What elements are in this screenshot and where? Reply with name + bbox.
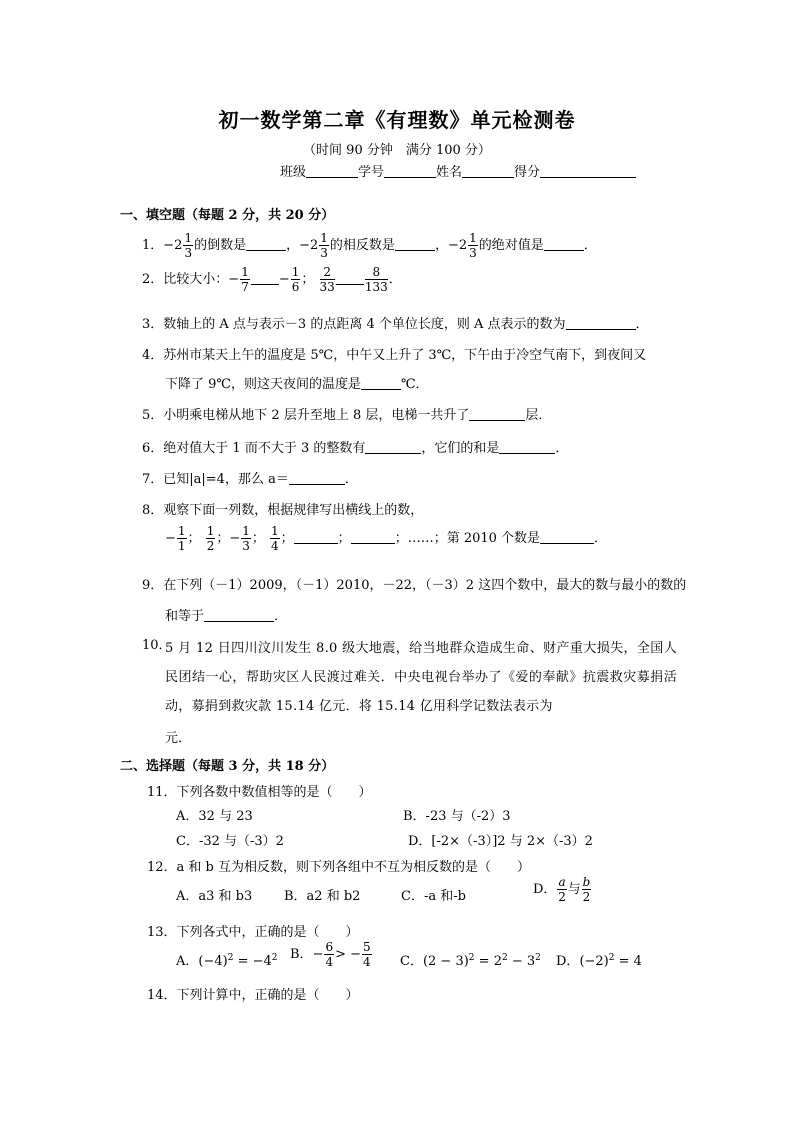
question-number: 7． (142, 472, 164, 487)
fraction-1-1: $\frac{1}{1}$ (177, 524, 186, 553)
q13-option-c[interactable]: C．$(2 - 3)^2 = 2^2 - 3^2$ (400, 953, 541, 969)
question-9-cont (165, 605, 287, 624)
q11-option-d[interactable]: D．[-2×（-3）]2 与 2×（-3）2 (408, 834, 593, 849)
question-number: 1． (142, 238, 164, 253)
q2-text: 比较大小： (163, 272, 229, 287)
question-4 (142, 344, 646, 363)
fraction-2-33: $\frac{2}{33}$ (319, 265, 335, 294)
q1-part-c: 的绝对值是 (478, 238, 544, 253)
answer-blank[interactable] (544, 237, 584, 251)
q13-option-a[interactable]: A．$(-4)^2 = -4^2$ (176, 953, 278, 969)
question-number: 14． (147, 988, 177, 1003)
q8-end: ． (594, 531, 608, 546)
question-10-end: 元． (165, 731, 192, 746)
answer-blank[interactable] (395, 237, 435, 251)
q12-text: a 和 b 互为相反数，则下列各组中不互为相反数的是（ ） (176, 860, 531, 875)
q6-end: ． (555, 441, 569, 456)
question-8-sequence: − $\frac{1}{1}$ ； $\frac{1}{2}$ ；− $\frac{1}{3}$ ； $\frac{1}{4}$ ； ； ；……；第 2010 个数是 ． (165, 524, 608, 553)
name-field[interactable] (462, 164, 514, 178)
q6-mid: ，它们的和是 (421, 441, 500, 456)
fraction-1-6: $\frac{1}{6}$ (291, 265, 300, 294)
question-5 (142, 404, 551, 423)
q9-end: ． (274, 609, 288, 624)
question-number: 5． (142, 408, 164, 423)
question-6 (142, 437, 568, 456)
question-number: 2． (142, 272, 164, 287)
q11-option-a[interactable]: A．32 与 23 (176, 809, 253, 824)
q8-tail: ；……；第 2010 个数是 (394, 531, 541, 546)
fraction-1-4: $\frac{1}{4}$ (271, 524, 279, 553)
fraction-1-3: $\frac{1}{3}$ (469, 231, 477, 260)
fraction-8-133: $\frac{8}{133}$ (364, 265, 388, 294)
answer-blank[interactable] (361, 376, 401, 390)
answer-blank[interactable] (251, 271, 279, 285)
question-11 (147, 781, 372, 800)
section-1-title: 一、填空题（每题 2 分，共 20 分） (120, 208, 335, 223)
question-1: 1．−2 $\frac{1}{3}$ 的倒数是 ，−2 $\frac{1}{3}$ 的相反数是 ，−2 $\frac{1}{3}$ 的绝对值是 ． (142, 231, 597, 260)
student-info-line (280, 161, 636, 180)
fraction-b-2: $\frac{b}{2}$ (582, 875, 591, 904)
q1-part-b: 的相反数是 (329, 238, 395, 253)
question-3: 3．数轴上的 A 点与表示－3 的点距离 4 个单位长度，则 A 点表示的数为 ． (142, 317, 649, 332)
answer-blank[interactable] (294, 530, 338, 544)
question-number: 3． (142, 317, 164, 332)
q12-option-c[interactable]: C．-a 和-b (401, 889, 466, 904)
fraction-1-2: $\frac{1}{2}$ (206, 524, 215, 553)
answer-blank[interactable] (289, 471, 345, 485)
question-7 (142, 468, 358, 487)
question-12 (147, 856, 530, 875)
q11-option-b[interactable]: B．-23 与（-2）3 (403, 809, 511, 824)
fraction-6-4: $\frac{6}{4}$ (325, 940, 334, 969)
answer-blank[interactable] (204, 608, 274, 622)
q5-end: 层． (525, 408, 552, 423)
question-13 (147, 921, 359, 940)
q13-option-b[interactable]: B．− $\frac{6}{4}$ > − $\frac{5}{4}$ (290, 940, 371, 969)
question-14 (147, 984, 359, 1003)
exam-subtitle: （时间 90 分钟 满分 100 分） (303, 143, 491, 158)
question-8 (142, 499, 423, 518)
q5-text: 小明乘电梯从地下 2 层升至地上 8 层，电梯一共升了 (163, 408, 470, 423)
score-label: 得分 (514, 165, 541, 180)
question-number: 13． (147, 925, 177, 940)
name-label: 姓名 (436, 165, 463, 180)
question-number: 9． (142, 578, 164, 593)
option-label: D． (556, 954, 580, 969)
q4-line2: 下降了 9℃，则这天夜间的温度是 (165, 377, 361, 392)
question-10-num: 10． (142, 638, 172, 653)
q4-line1: 苏州市某天上午的温度是 5℃，中午又上升了 3℃，下午由于冷空气南下，到夜间又 (163, 348, 647, 363)
q1-part-a: 的倒数是 (194, 238, 247, 253)
q9-line1: 在下列（－1）2009，（－1）2010，－22，（－3）2 这四个数中，最大的数与最小的数的 (163, 578, 687, 593)
section-2-title: 二、选择题（每题 3 分，共 18 分） (120, 759, 335, 774)
q7-end: ． (344, 472, 358, 487)
answer-blank[interactable] (365, 440, 421, 454)
question-number: 4． (142, 348, 164, 363)
question-9 (142, 574, 686, 593)
fraction-a-2: $\frac{a}{2}$ (558, 875, 566, 904)
answer-blank[interactable] (336, 271, 364, 285)
fraction-1-3: $\frac{1}{3}$ (320, 231, 328, 260)
class-label: 班级 (280, 165, 307, 180)
q11-option-c[interactable]: C．-32 与（-3）2 (176, 834, 284, 849)
question-number: 12． (147, 860, 177, 875)
fraction-5-4: $\frac{5}{4}$ (363, 940, 371, 969)
answer-blank[interactable] (246, 237, 286, 251)
q9-line2: 和等于 (165, 609, 205, 624)
q14-text: 下列计算中，正确的是（ ） (176, 988, 359, 1003)
q4-unit: ℃． (400, 377, 429, 392)
q12-option-a[interactable]: A．a3 和 b3 (176, 889, 253, 904)
q13-option-d[interactable]: D．$(-2)^2 = 4$ (556, 953, 642, 969)
answer-blank[interactable] (540, 530, 594, 544)
page-title: 初一数学第二章《有理数》单元检测卷 (218, 108, 576, 132)
option-label: A． (176, 954, 199, 969)
fraction-1-3: $\frac{1}{3}$ (242, 524, 250, 553)
q13-text: 下列各式中，正确的是（ ） (176, 925, 359, 940)
id-label: 学号 (358, 165, 385, 180)
q11-text: 下列各数中数值相等的是（ ） (176, 785, 372, 800)
q3-text: 数轴上的 A 点与表示－3 的点距离 4 个单位长度，则 A 点表示的数为 (163, 317, 566, 332)
q12-option-d[interactable]: D． $\frac{a}{2}$ 与 $\frac{b}{2}$ (533, 875, 591, 904)
q6-text: 绝对值大于 1 而不大于 3 的整数有 (163, 441, 366, 456)
question-4-cont (165, 373, 429, 392)
option-label: D． (533, 882, 557, 897)
fraction-1-3: $\frac{1}{3}$ (184, 231, 193, 260)
q8-line1: 观察下面一列数，根据规律写出横线上的数， (163, 503, 424, 518)
answer-blank[interactable] (469, 407, 525, 421)
fraction-1-7: $\frac{1}{7}$ (241, 265, 249, 294)
question-number: 11． (147, 785, 177, 800)
q1-end: ． (583, 238, 597, 253)
id-field[interactable] (384, 164, 436, 178)
answer-blank[interactable] (499, 440, 555, 454)
option-label: C． (400, 954, 423, 969)
option-label: B． (290, 947, 313, 962)
q7-text: 已知|a|=4，那么 a＝ (163, 472, 289, 487)
answer-blank[interactable] (566, 316, 636, 330)
question-number: 8． (142, 503, 164, 518)
score-field[interactable] (540, 164, 636, 178)
answer-blank[interactable] (351, 530, 395, 544)
q12-option-b[interactable]: B．a2 和 b2 (284, 889, 361, 904)
question-2: 2．比较大小：− $\frac{1}{7}$ − $\frac{1}{6}$ ； $\frac{2}{33}$ $\frac{8}{133}$ ． (142, 265, 402, 294)
class-field[interactable] (306, 164, 358, 178)
question-number: 6． (142, 441, 164, 456)
question-10: 5 月 12 日四川汶川发生 8.0 级大地震，给当地群众造成生命、财产重大损失，全国人民团结一心，帮助灾区人民渡过难关．中央电视台举办了《爱的奉献》抗震救灾募捐活动，募捐到救灾款 15.14 亿元．将 15.14 亿用科学记数法表示为 (165, 641, 677, 714)
